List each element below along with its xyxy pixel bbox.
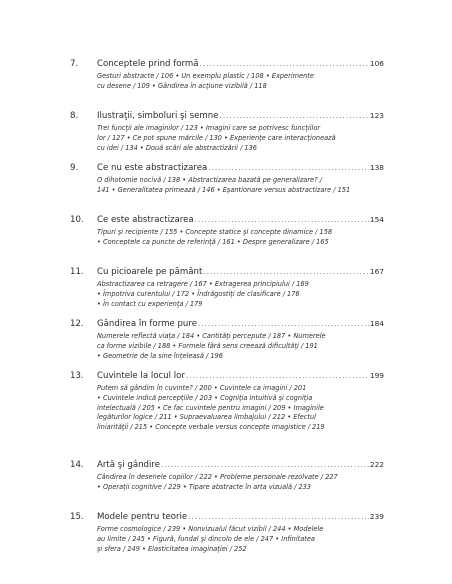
dot-leader bbox=[195, 214, 369, 226]
chapter-title: Cu picioarele pe pământ bbox=[97, 267, 203, 277]
section-line: • Împotriva curentului / 172 • Îndrăgostiţi de clasificare / 176 bbox=[97, 289, 300, 298]
chapter-title: Artă şi gândire bbox=[97, 460, 161, 470]
chapter-page-number: 199 bbox=[369, 371, 384, 380]
toc-entry bbox=[70, 370, 384, 459]
section-line: Putem să gândim în cuvinte? / 200 • Cuvintele ca imagini / 201 bbox=[97, 384, 307, 392]
dot-leader bbox=[203, 266, 369, 278]
section-line: cu desene / 109 • Gândirea în acţiune vizibilă / 118 bbox=[97, 81, 267, 90]
chapter-title: Gândirea în forme pure bbox=[97, 319, 197, 329]
chapter-title: Ilustraţii, simboluri şi semne bbox=[97, 111, 219, 121]
section-list bbox=[97, 384, 384, 433]
section-list bbox=[97, 332, 384, 361]
section-line: Gesturi abstracte / 106 • Un exemplu plastic / 108 • Experimente bbox=[97, 72, 314, 80]
toc-entry bbox=[70, 511, 384, 563]
section-list bbox=[97, 280, 384, 309]
toc-entry-heading bbox=[70, 266, 384, 278]
dot-leader bbox=[188, 511, 369, 523]
toc-entry bbox=[70, 318, 384, 370]
chapter-title: Modele pentru teorie bbox=[97, 512, 188, 522]
chapter-page-number: 184 bbox=[369, 319, 384, 328]
section-list bbox=[97, 228, 384, 248]
toc-entry-heading bbox=[70, 318, 384, 330]
toc-entry bbox=[70, 162, 384, 214]
toc-entry-heading bbox=[70, 370, 384, 382]
section-line: Tipuri şi recipiente / 155 • Concepte statice şi concepte dinamice / 158 bbox=[97, 228, 333, 236]
section-line: Cândirea în desenele copiilor / 222 • Probleme personale rezolvate / 227 bbox=[97, 473, 338, 481]
section-line: liniarităţii / 215 • Concepte verbale versus concepte imagistice / 219 bbox=[97, 423, 325, 432]
section-line: Trei funcţii ale imaginilor / 123 • Imagini care se potrivesc funcţiilor bbox=[97, 124, 321, 132]
section-line: • Operaţii cognitive / 229 • Tipare abstracte în arta vizuală / 233 bbox=[97, 482, 312, 491]
chapter-number: 12. bbox=[70, 319, 84, 329]
toc-entry bbox=[70, 110, 384, 162]
toc-entry-heading bbox=[70, 214, 384, 226]
toc-entry bbox=[70, 266, 384, 318]
toc-entry-heading bbox=[70, 511, 384, 523]
dot-leader bbox=[220, 110, 369, 122]
section-list bbox=[97, 176, 384, 196]
section-line: cu idei / 134 • Două scări ale abstractizării / 136 bbox=[97, 143, 257, 152]
section-line: Abstractizarea ca retragere / 167 • Extragerea principiului / 169 bbox=[97, 280, 309, 288]
chapter-number: 7. bbox=[70, 59, 79, 69]
section-line: legăturilor logice / 211 • Supraevaluarea limbajului / 212 • Efectul bbox=[97, 413, 317, 422]
dot-leader bbox=[198, 318, 369, 330]
section-list bbox=[97, 525, 384, 554]
section-line: intelectuală / 205 • Ce fac cuvintele pentru imagini / 209 • Imaginile bbox=[97, 403, 324, 412]
section-line: ca forme vizibile / 188 • Formele fără sens creează dificultăţi / 191 bbox=[97, 341, 318, 350]
section-line: • Geometrie de la sine înţeleasă / 196 bbox=[97, 351, 223, 360]
section-list bbox=[97, 72, 384, 92]
section-list bbox=[97, 473, 384, 493]
toc-entry-heading bbox=[70, 459, 384, 471]
section-line: Numerele reflectă viaţa / 184 • Cantităţi percepute / 187 • Numerele bbox=[97, 332, 326, 340]
section-line: şi sfera / 249 • Elasticitatea imaginaţiei / 252 bbox=[97, 544, 247, 553]
chapter-number: 13. bbox=[70, 371, 84, 381]
chapter-number: 15. bbox=[70, 512, 84, 522]
toc-entry bbox=[70, 58, 384, 110]
section-line: • Cuvintele indică percepţiile / 203 • Cogniţia intuitivă şi cogniţia bbox=[97, 393, 313, 402]
chapter-title: Ce este abstractizarea bbox=[97, 215, 194, 225]
section-line: 141 • Generalitatea primează / 146 • Eşantionare versus abstractizare / 151 bbox=[97, 185, 351, 194]
dot-leader bbox=[186, 370, 369, 382]
dot-leader bbox=[161, 459, 369, 471]
toc-entry bbox=[70, 214, 384, 266]
section-line: Forme cosmologice / 239 • Nonvizualul făcut vizibil / 244 • Modelele bbox=[97, 525, 324, 533]
chapter-title: Cuvintele la locul lor bbox=[97, 371, 185, 381]
section-line: lor / 127 • Ce pot spune mărcile / 130 • Experienţe care interacţionează bbox=[97, 133, 336, 142]
chapter-number: 9. bbox=[70, 163, 79, 173]
chapter-title: Ce nu este abstractizarea bbox=[97, 163, 208, 173]
chapter-page-number: 106 bbox=[369, 59, 384, 68]
toc-entry bbox=[70, 459, 384, 511]
chapter-page-number: 222 bbox=[369, 460, 384, 469]
dot-leader bbox=[208, 162, 369, 174]
chapter-page-number: 138 bbox=[369, 163, 384, 172]
section-list bbox=[97, 124, 384, 153]
section-line: • În contact cu experienţa / 179 bbox=[97, 299, 203, 308]
chapter-number: 11. bbox=[70, 267, 84, 277]
toc-entry-heading bbox=[70, 162, 384, 174]
section-line: O dihotomie nocivă / 138 • Abstractizarea bazată pe generalizare? / bbox=[97, 176, 322, 184]
chapter-number: 14. bbox=[70, 460, 84, 470]
chapter-number: 8. bbox=[70, 111, 79, 121]
chapter-page-number: 154 bbox=[369, 215, 384, 224]
chapter-page-number: 167 bbox=[369, 267, 384, 276]
table-of-contents bbox=[70, 58, 384, 563]
chapter-page-number: 239 bbox=[369, 512, 384, 521]
chapter-number: 10. bbox=[70, 215, 84, 225]
dot-leader bbox=[200, 58, 369, 70]
chapter-title: Conceptele prind formă bbox=[97, 59, 199, 69]
toc-entry-heading bbox=[70, 58, 384, 70]
chapter-page-number: 123 bbox=[369, 111, 384, 120]
section-line: • Conceptele ca puncte de referinţă / 161 • Despre generalizare / 165 bbox=[97, 237, 329, 246]
section-line: au limite / 245 • Figură, fundal şi dincolo de ele / 247 • Infinitatea bbox=[97, 534, 315, 543]
toc-entry-heading bbox=[70, 110, 384, 122]
